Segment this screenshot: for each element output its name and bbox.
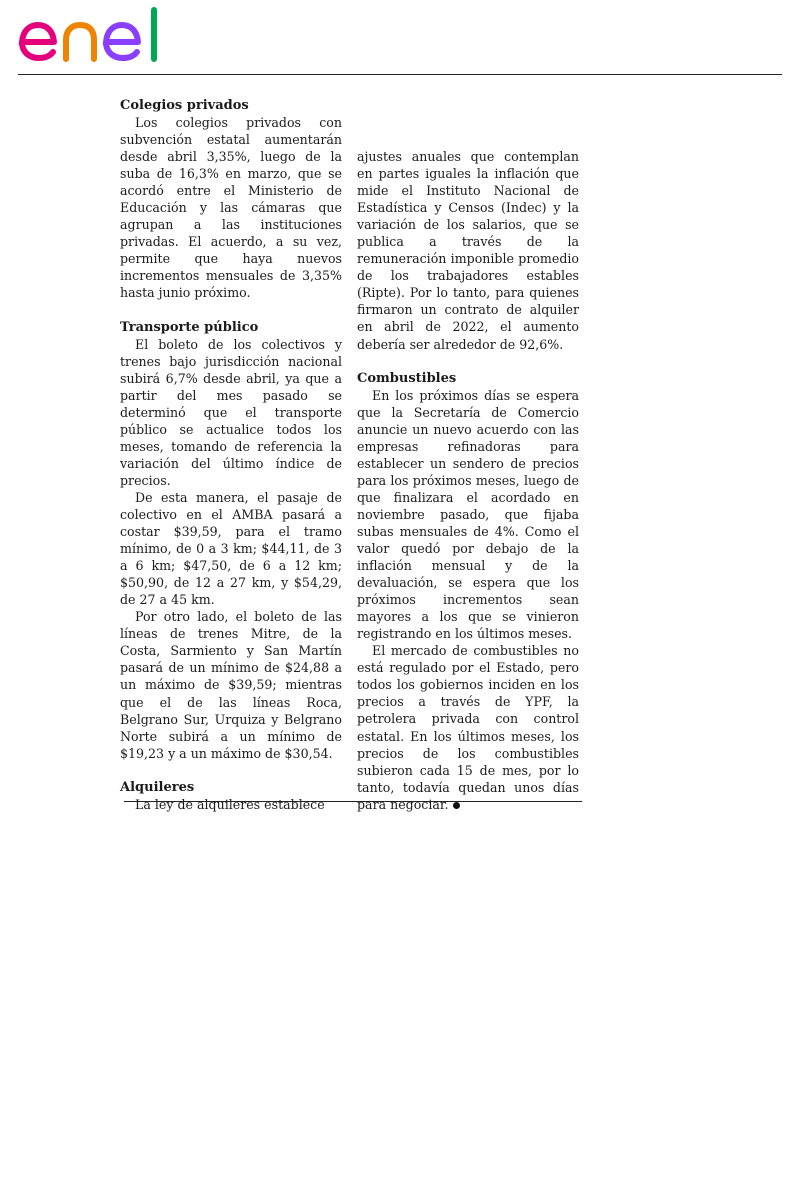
section-heading-combustibles: Combustibles	[357, 370, 457, 386]
section-heading-colegios: Colegios privados	[120, 98, 249, 113]
section-heading-alquileres: Alquileres	[120, 779, 195, 795]
enel-logo	[16, 6, 186, 68]
section-heading-transporte: Transporte público	[120, 319, 259, 335]
paragraph-final	[357, 642, 579, 812]
article-column-left	[120, 97, 342, 813]
logo-text: enel	[16, 6, 19, 7]
end-of-article-icon	[453, 802, 460, 809]
paragraph: Por otro lado, el boleto de las líneas de trenes Mitre, de la Costa, Sarmiento y San Martín pasará de un mínimo de $24,88 a un máximo de $39,59; mientras que el de las líneas Roca, Belgrano Sur, Urquiza y Belgrano Norte subirá a un mínimo de $19,23 y a un máximo de $30,54.	[120, 609, 342, 761]
header-divider	[18, 74, 782, 75]
paragraph: La ley de alquileres establece	[135, 796, 325, 812]
article-column-right	[357, 148, 579, 813]
paragraph: En los próximos días se espera que la Secretaría de Comercio anuncie un nuevo acuerdo con las empresas refinadoras para establecer un sendero de precios para los próximos meses, luego de que finalizara el acordado en noviembre pasado, que fijaba subas mensuales de 4%. Como el valor quedó por debajo de la inflación mensual y de la devaluación, se espera que los próximos incrementos sean mayores a los que se vinieron registrando en los últimos meses.	[357, 387, 579, 642]
paragraph-final-text: El mercado de combustibles no está regulado por el Estado, pero todos los gobiernos inciden en los precios a través de YPF, la petrolera privada con control estatal. En los últimos meses, los precios de los combustibles subieron cada 15 de mes, por lo tanto, todavía quedan unos días para negociar.	[357, 643, 579, 812]
paragraph-continuation: ajustes anuales que contemplan en partes iguales la inflación que mide el Instituto Nacional de Estadística y Censos (Indec) y la variación de los salarios, que se publica a través de la remuneración imponible promedio de los trabajadores estables (Ripte). Por lo tanto, para quienes firmaron un contrato de alquiler en abril de 2022, el aumento debería ser alrededor de 92,6%.	[357, 149, 579, 352]
paragraph: De esta manera, el pasaje de colectivo en el AMBA pasará a costar $39,59, para el tramo mínimo, de 0 a 3 km; $44,11, de 3 a 6 km; $47,50, de 6 a 12 km; $50,90, de 12 a 27 km, y $54,29, de 27 a 45 km.	[120, 489, 342, 608]
article-end-divider	[124, 801, 582, 802]
paragraph: Los colegios privados con subvención estatal aumentarán desde abril 3,35%, luego de la suba de 16,3% en marzo, que se acordó entre el Ministerio de Educación y las cámaras que agrupan a las instituciones privadas. El acuerdo, a su vez, permite que haya nuevos incrementos mensuales de 3,35% hasta junio próximo.	[120, 115, 342, 301]
paragraph: El boleto de los colectivos y trenes bajo jurisdicción nacional subirá 6,7% desde abril, ya que a partir del mes pasado se determinó que el transporte público se actualice todos los meses, tomando de referencia la variación del último índice de precios.	[120, 336, 342, 488]
